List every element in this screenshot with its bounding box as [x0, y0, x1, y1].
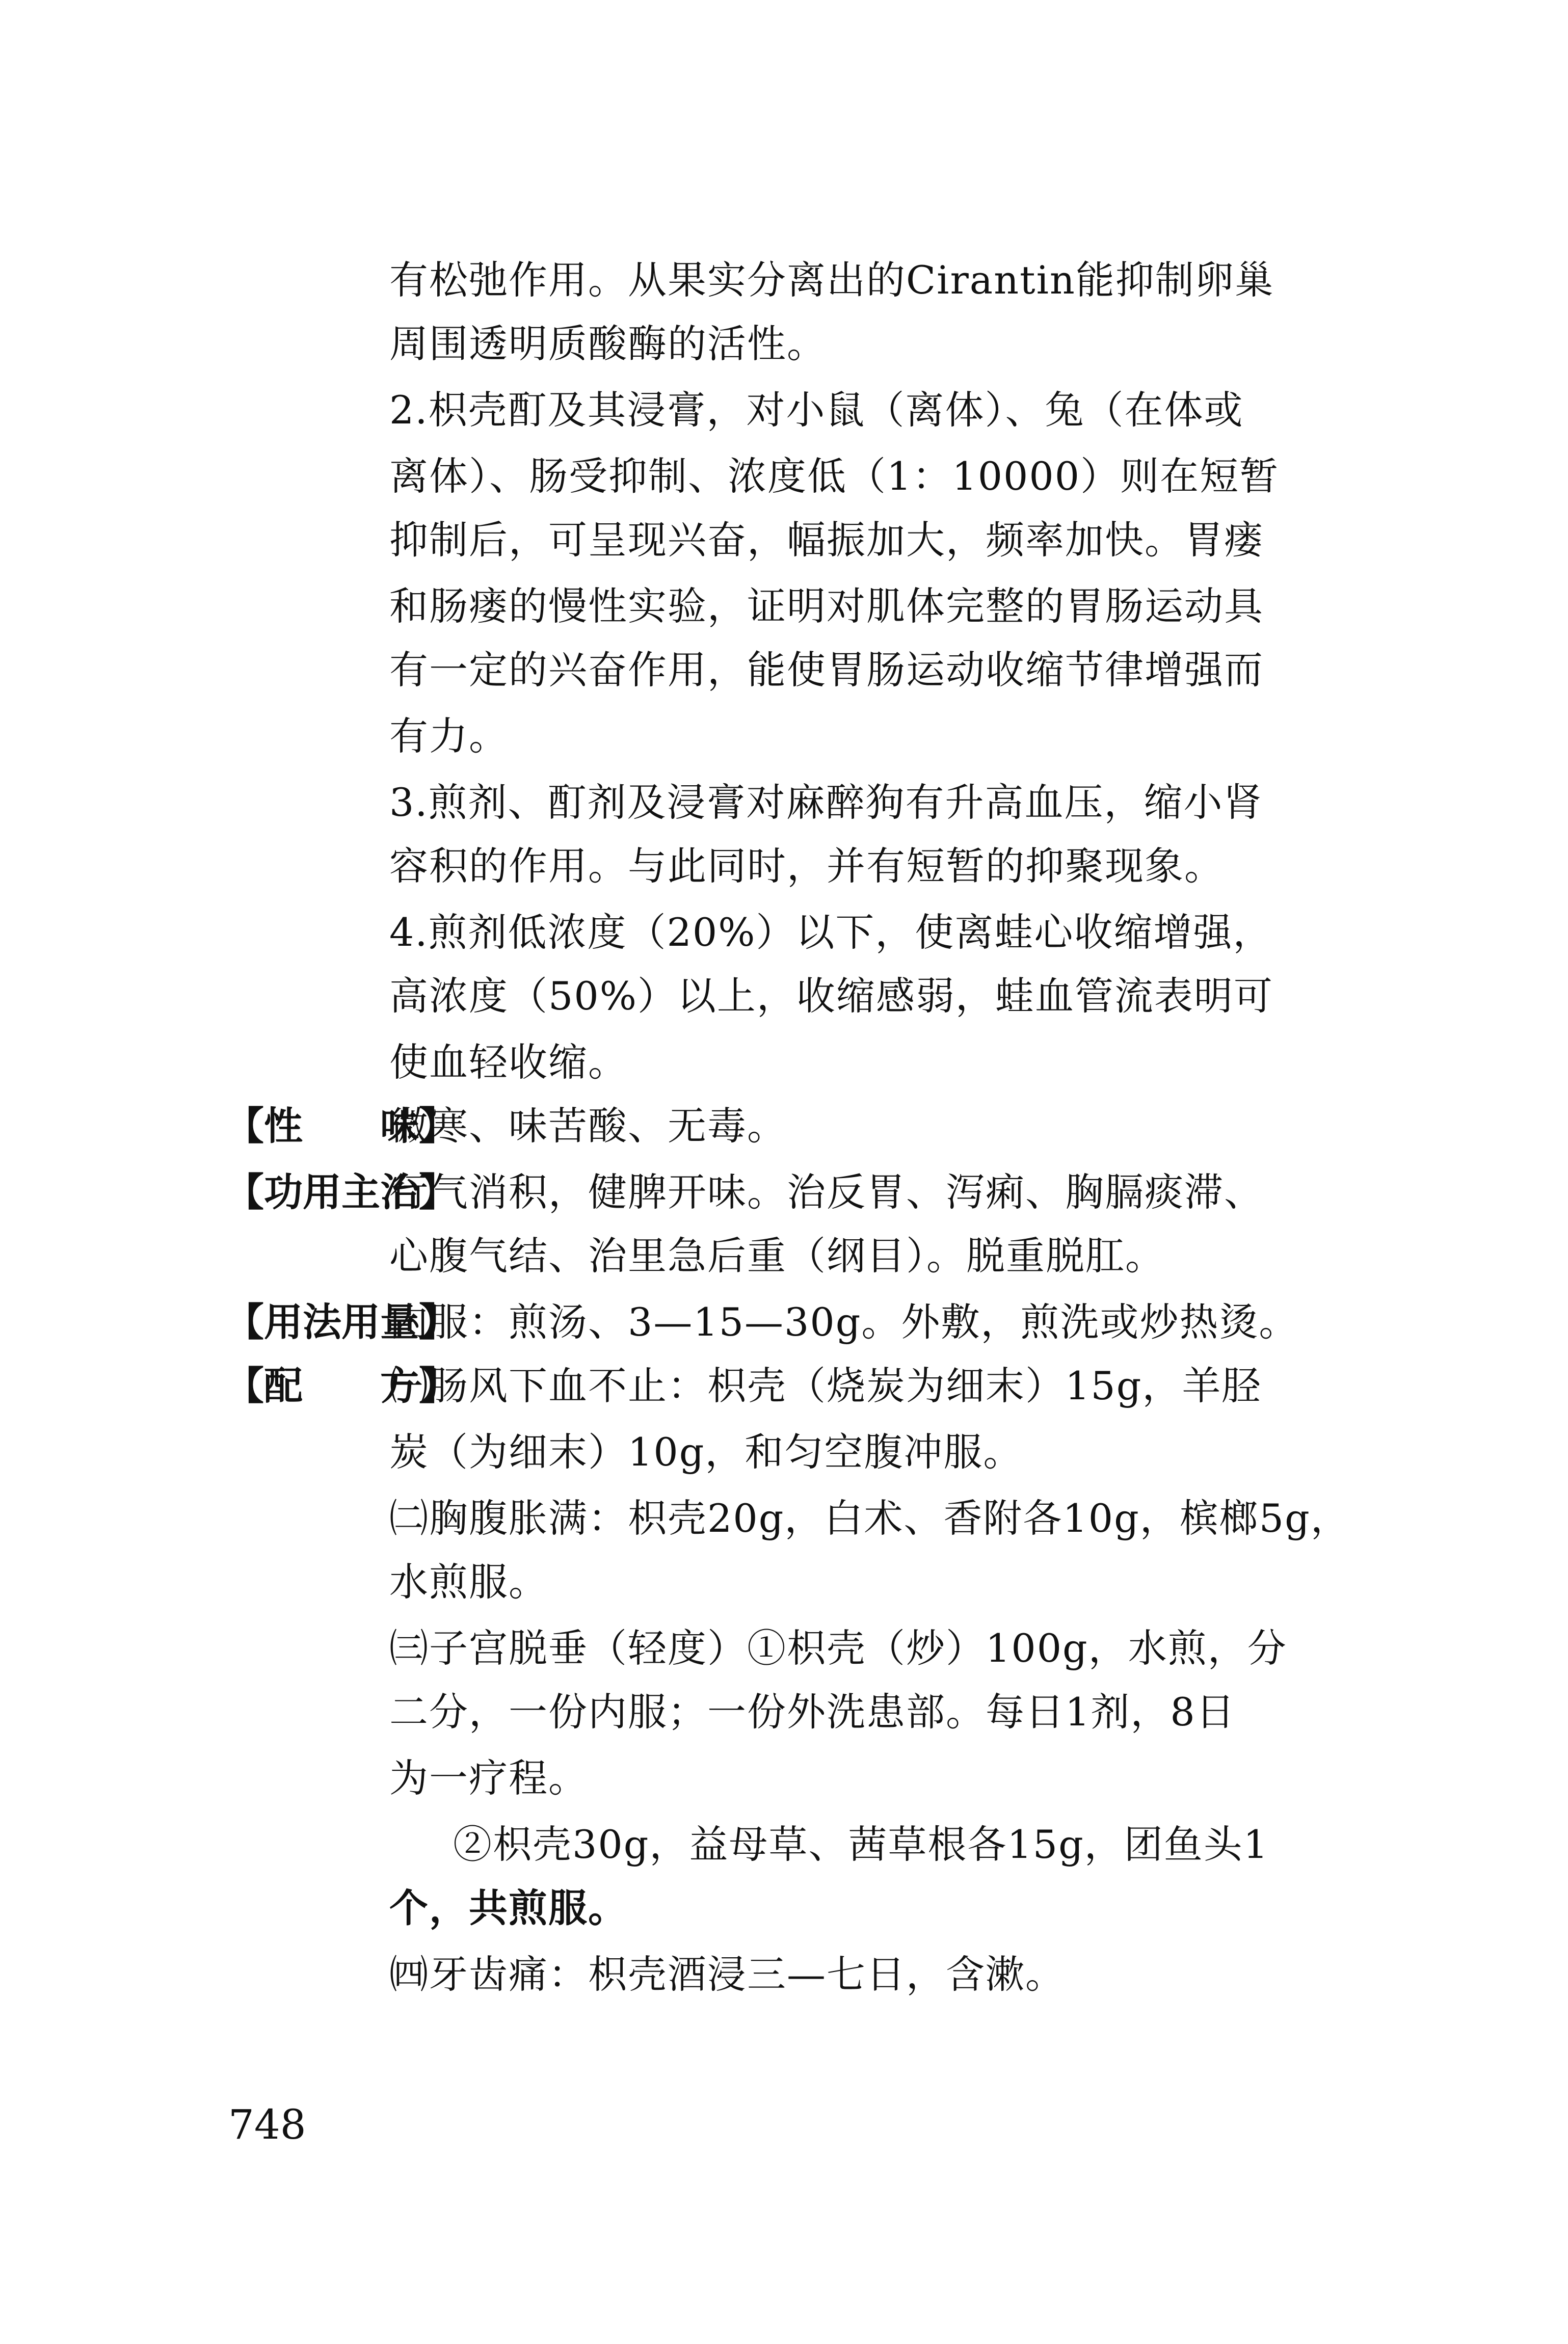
body-text-line: 离体）、肠受抑制、浓度低（1：10000）则在短暂: [389, 454, 1280, 499]
section-text-line: 心腹气结、治里急后重（纲目）。脱重脱肛。: [389, 1233, 1165, 1278]
section-label-xingwei: 【性 味】: [225, 1103, 458, 1149]
recipe-line: ㈣牙齿痛：枳壳酒浸三—七日，含漱。: [389, 1952, 1065, 1997]
section-label-gongyong: 【功用主治】: [225, 1169, 458, 1215]
section-text-line: 行气消积，健脾开味。治反胃、泻痢、胸膈痰滞、: [389, 1169, 1264, 1215]
page-number: 748: [228, 2101, 306, 2148]
body-text-line: 和肠瘘的慢性实验，证明对肌体完整的胃肠运动具: [389, 583, 1264, 629]
section-label-peifang: 【配 方】: [225, 1363, 458, 1408]
recipe-line: ②枳壳30g，益母草、茜草根各15g，团鱼头1: [453, 1822, 1269, 1867]
recipe-line: 水煎服。: [389, 1559, 548, 1605]
recipe-line: 二分，一份内服；一份外洗患部。每日1剂，8日: [389, 1689, 1236, 1735]
body-text-line: 2.枳壳酊及其浸膏，对小鼠（离体）、兔（在体或: [389, 387, 1244, 433]
body-text-line: 使血轻收缩。: [389, 1040, 628, 1085]
body-text-line: 3.煎剂、酊剂及浸膏对麻醉狗有升高血压，缩小肾: [389, 780, 1263, 825]
body-text-line: 有一定的兴奋作用，能使胃肠运动收缩节律增强而: [389, 647, 1264, 692]
body-text-line: 有松弛作用。从果实分离出的Cirantin能抑制卵巢: [389, 257, 1274, 303]
section-label-yongfa: 【用法用量】: [225, 1299, 458, 1345]
body-text-line: 有力。: [389, 713, 509, 759]
recipe-line: 为一疗程。: [389, 1755, 588, 1801]
recipe-line: ㈢子宫脱垂（轻度）①枳壳（炒）100g，水煎，分: [389, 1626, 1287, 1671]
section-text-line: 微寒、味苦酸、无毒。: [389, 1103, 787, 1149]
body-text-line: 周围透明质酸酶的活性。: [389, 321, 827, 366]
body-text-line: 4.煎剂低浓度（20%）以下，使离蛙心收缩增强，: [389, 910, 1273, 955]
body-text-line: 容积的作用。与此同时，并有短暂的抑聚现象。: [389, 843, 1224, 889]
recipe-line: 个，共煎服。: [389, 1885, 628, 1931]
body-text-line: 高浓度（50%）以上，收缩感弱，蛙血管流表明可: [389, 973, 1273, 1019]
section-text-line: 内服：煎汤、3—15—30g。外敷，煎洗或炒热烫。: [389, 1299, 1299, 1345]
recipe-line: ㈠肠风下血不止：枳壳（烧炭为细末）15g，羊胫: [389, 1363, 1262, 1408]
recipe-line: 炭（为细末）10g，和匀空腹冲服。: [389, 1429, 1023, 1475]
recipe-line: ㈡胸腹胀满：枳壳20g，白术、香附各10g，槟榔5g，: [389, 1496, 1350, 1541]
body-text-line: 抑制后，可呈现兴奋，幅振加大，频率加快。胃瘘: [389, 517, 1264, 563]
